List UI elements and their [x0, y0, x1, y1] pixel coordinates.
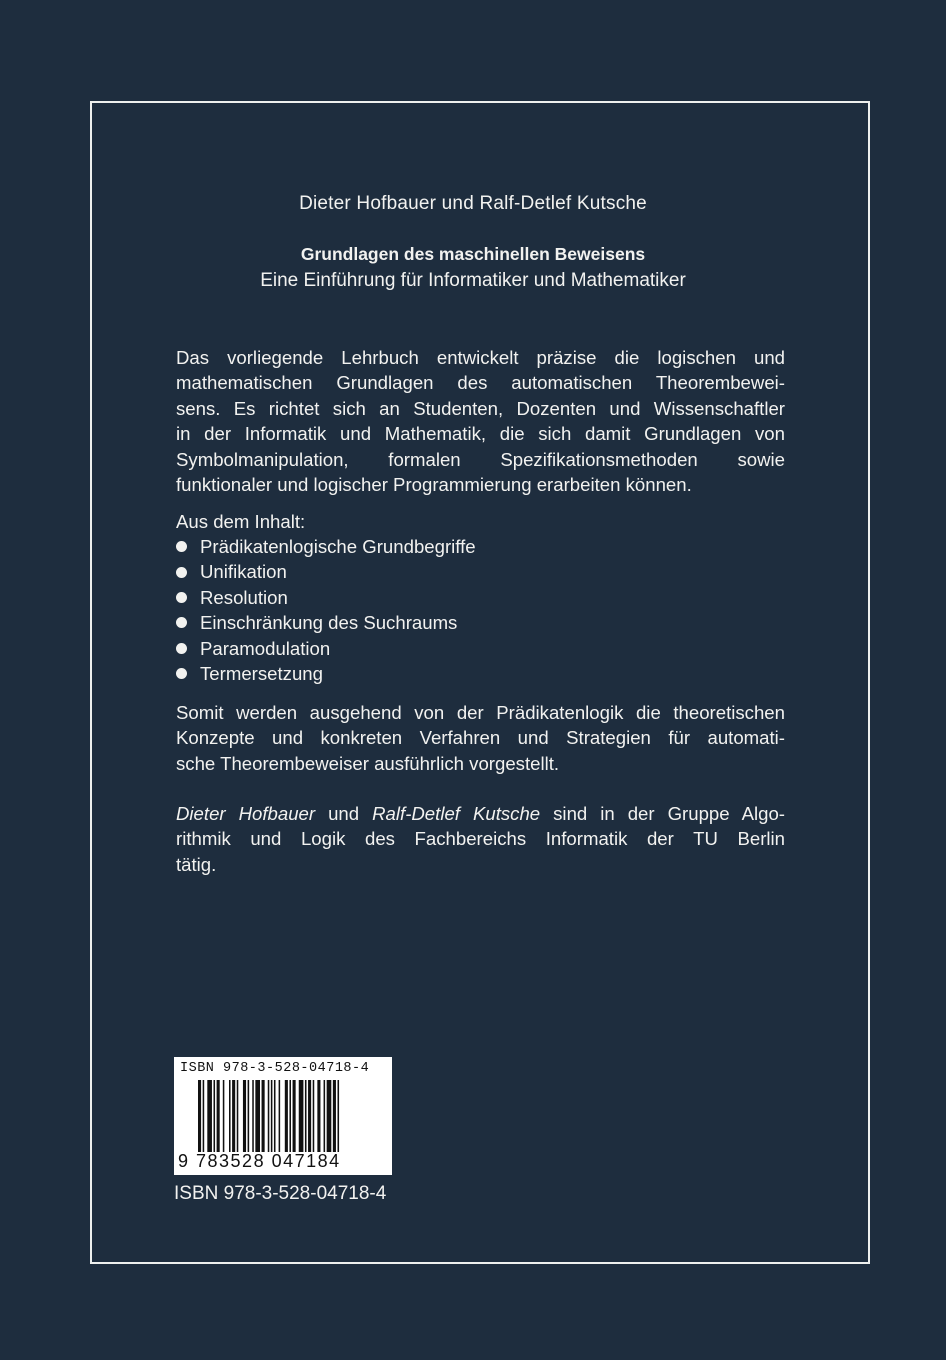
bullet-icon	[176, 567, 187, 578]
barcode-bar	[237, 1080, 239, 1152]
authors: Dieter Hofbauer und Ralf-Detlef Kutsche	[299, 193, 647, 214]
barcode-bar	[285, 1080, 288, 1152]
bio-line	[176, 801, 785, 826]
bio-line: tätig.	[176, 853, 217, 875]
list-item	[176, 559, 785, 584]
barcode-bar	[299, 1080, 304, 1152]
barcode-bar	[289, 1080, 291, 1152]
barcode-digits: 9 783528 047184	[178, 1151, 341, 1171]
summary-line: Konzepte und konkreten Verfahren und Strategien für automati-	[176, 727, 785, 749]
bio-line: rithmik und Logik des Fachbereichs Informatik der TU Berlin	[176, 828, 785, 850]
barcode-bar	[252, 1080, 254, 1152]
list-item-label: Termersetzung	[200, 662, 323, 684]
barcode-bar	[305, 1080, 307, 1152]
description-line: sens. Es richtet sich an Studenten, Dozenten und Wissenschaftler	[176, 397, 785, 419]
barcode-bar	[279, 1080, 281, 1152]
barcode-bar	[324, 1080, 326, 1152]
barcode-bar	[248, 1080, 250, 1152]
barcode-bar	[293, 1080, 296, 1152]
barcode-bar	[271, 1080, 273, 1152]
contents-heading: Aus dem Inhalt:	[176, 511, 306, 532]
bullet-icon	[176, 617, 187, 628]
barcode-bar	[274, 1080, 276, 1152]
isbn-text: ISBN 978-3-528-04718-4	[174, 1183, 387, 1204]
barcode-bar	[232, 1080, 235, 1152]
list-item-label: Paramodulation	[200, 637, 331, 659]
list-item	[176, 636, 785, 661]
list-item	[176, 585, 785, 610]
barcode-bar	[255, 1080, 260, 1152]
list-item-label: Resolution	[200, 586, 288, 608]
barcode-bar	[214, 1080, 216, 1152]
barcode-bars	[198, 1080, 386, 1152]
barcode-bar	[333, 1080, 336, 1152]
barcode-bar	[313, 1080, 315, 1152]
list-item-label: Unifikation	[200, 561, 287, 583]
barcode-bar	[217, 1080, 220, 1152]
book-subtitle: Eine Einführung für Informatiker und Mathematiker	[260, 270, 686, 291]
barcode-bar	[262, 1080, 265, 1152]
barcode-bar	[327, 1080, 332, 1152]
bio-text: sind in der Gruppe Algo-	[540, 803, 785, 824]
barcode-isbn-label: ISBN 978-3-528-04718-4	[180, 1061, 370, 1076]
bullet-icon	[176, 592, 187, 603]
author-bio	[176, 801, 785, 877]
description-line: Symbolmanipulation, formalen Spezifikationsmethoden sowie	[176, 448, 785, 470]
description-paragraph	[176, 345, 785, 497]
list-item	[176, 534, 785, 559]
bullet-icon	[176, 643, 187, 654]
barcode-bar	[338, 1080, 340, 1152]
barcode	[174, 1057, 392, 1175]
bullet-icon	[176, 668, 187, 679]
list-item-label: Einschränkung des Suchraums	[200, 612, 458, 634]
barcode-bar	[203, 1080, 205, 1152]
barcode-bar	[223, 1080, 225, 1152]
summary-line: Somit werden ausgehend von der Prädikatenlogik die theoretischen	[176, 702, 785, 723]
description-line: Das vorliegende Lehrbuch entwickelt präzise die logischen und	[176, 347, 785, 368]
list-item-label: Prädikatenlogische Grundbegriffe	[200, 536, 476, 557]
description-line: funktionaler und logischer Programmierung erarbeiten können.	[176, 474, 692, 496]
bio-author-2: Ralf-Detlef Kutsche	[372, 803, 541, 824]
bio-author-1: Dieter Hofbauer	[176, 803, 316, 824]
barcode-bar	[243, 1080, 246, 1152]
description-line: mathematischen Grundlagen des automatischen Theorembewei-	[176, 372, 785, 394]
barcode-bar	[229, 1080, 231, 1152]
barcode-bar	[198, 1080, 201, 1152]
bio-connector: und	[315, 803, 373, 824]
barcode-bar	[207, 1080, 212, 1152]
barcode-bar	[268, 1080, 270, 1152]
contents-list	[176, 534, 785, 686]
summary-line: sche Theorembeweiser ausführlich vorgestellt.	[176, 752, 560, 774]
bullet-icon	[176, 541, 187, 552]
barcode-bar	[317, 1080, 320, 1152]
barcode-bar	[308, 1080, 311, 1152]
description-line: in der Informatik und Mathematik, die sich damit Grundlagen von	[176, 423, 785, 445]
list-item	[176, 610, 785, 635]
summary-paragraph	[176, 700, 785, 776]
list-item	[176, 661, 785, 686]
book-title: Grundlagen des maschinellen Beweisens	[300, 244, 646, 264]
